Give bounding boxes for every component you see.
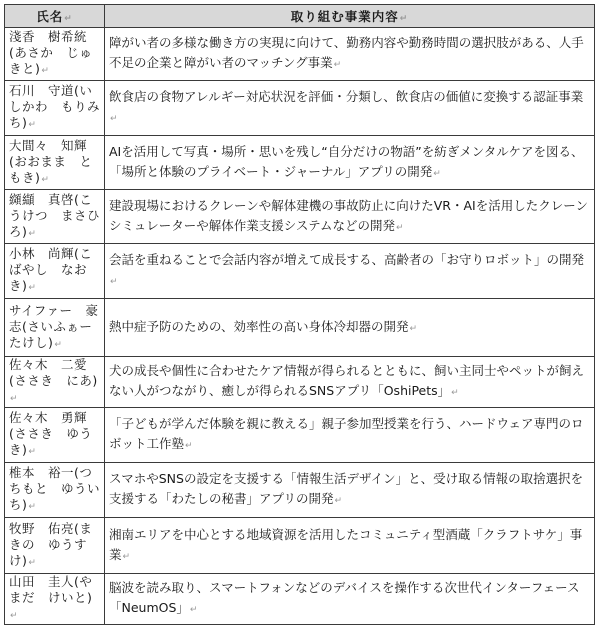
paragraph-mark: ↵ [28,283,37,293]
paragraph-mark: ↵ [334,496,343,506]
person-name: 小林 尚輝(こばやし なおき) [9,246,93,293]
person-name: 大間々 知輝(おおまま ともき) [9,137,93,185]
name-cell [5,28,105,81]
content-cell [105,357,595,408]
table-row [5,574,595,625]
paragraph-mark: ↵ [54,339,63,350]
business-content: 犬の成長や個性に合わせたケア情報が得られるとともに、飼い主同士やペットが飼えない人がつながり、癒しが得られるSNSアプリ「OshiPets」 [109,363,585,398]
person-name: 山田 圭人(やまだ けいと) [9,574,93,605]
paragraph-mark: ↵ [28,228,37,239]
table-row [5,136,595,190]
entrepreneur-table [4,4,595,625]
table-header-row [5,5,595,28]
paragraph-mark: ↵ [110,277,118,287]
business-content: 脳波を読み取り、スマートフォンなどのデバイスを操作する次世代インターフェース「NeumOS」 [109,580,580,615]
name-cell [5,357,105,408]
table-row [5,357,595,408]
business-content: 会話を重ねることで会話内容が増えて成長する、高齢者の「お守りロボット」の開発 [109,252,585,267]
name-cell [5,190,105,244]
person-name: 石川 守道(いしかわ もりみち) [9,83,101,130]
business-content: 建設現場におけるクレーンや解体建機の事故防止に向けたVR・AIを活用したクレーンシミュレーターや解体作業支援システムなどの開発 [109,197,588,233]
business-content: 湘南エリアを中心とする地域資源を活用したコミュニティ型酒蔵「クラフトサケ」事業 [109,526,583,562]
content-cell [105,28,595,81]
paragraph-mark: ↵ [28,120,37,130]
paragraph-mark: ↵ [399,14,409,24]
business-content: 飲食店の食物アレルギー対応状況を評価・分類し、飲食店の価値に変換する認証事業 [109,89,584,104]
business-content: 熱中症予防のための、効率性の高い身体冷却器の開発 [109,318,409,334]
person-name: 佐々木 勇輝(ささき ゆうき) [9,410,93,457]
business-content: 「子どもが学んだ体験を親に教える」親子参加型授業を行う、ハードウェア専門のロボット工作塾 [109,416,584,451]
name-cell [5,463,105,518]
table-row [5,518,595,574]
name-cell [5,244,105,299]
content-cell [105,408,595,463]
business-content: 障がい者の多様な働き方の実現に向けて、勤務内容や勤務時間の選択肢がある、人手不足の企業と障がい者のマッチング事業 [109,35,584,70]
person-name: 牧野 佑亮(まきの ゆうすけ) [9,520,93,568]
person-name: サイファー 豪志(さいふぁーたけし) [9,302,99,350]
content-cell [105,244,595,299]
paragraph-mark: ↵ [41,174,50,185]
content-cell [105,463,595,518]
table-row [5,81,595,136]
content-cell [105,136,595,190]
header-content [105,5,595,28]
content-cell [105,299,595,357]
content-cell [105,81,595,136]
paragraph-mark: ↵ [396,222,404,233]
name-cell [5,518,105,574]
business-content: スマホやSNSの設定を支援する「情報生活デザイン」と、受け取る情報の取捨選択を支援する「わたしの秘書」アプリの開発 [109,471,584,506]
person-name: 椎本 裕一(つちもと ゆういち) [9,465,101,512]
header-content-label: 取り組む事業内容 [290,9,399,24]
paragraph-mark: ↵ [122,551,131,562]
paragraph-mark: ↵ [189,605,198,615]
person-name: 佐々木 二愛(ささき にあ) [9,357,98,388]
header-name [5,5,105,28]
paragraph-mark: ↵ [433,168,441,179]
name-cell [5,408,105,463]
name-cell [5,299,105,357]
table-row [5,408,595,463]
table-row [5,244,595,299]
table-row [5,190,595,244]
person-name: 纐纈 真啓(こうけつ まさひろ) [9,191,101,239]
paragraph-mark: ↵ [451,388,459,398]
business-content: AIを活用して写真・場所・思いを残し“自分だけの物語”を紡ぎメンタルケアを図る、「場所と体験のプライベート・ジャーナル」アプリの開発 [109,143,584,179]
paragraph-mark: ↵ [64,14,73,24]
content-cell [105,574,595,625]
name-cell [5,574,105,625]
paragraph-mark: ↵ [41,66,50,76]
paragraph-mark: ↵ [10,394,19,404]
header-name-label: 氏名 [36,9,64,24]
paragraph-mark: ↵ [28,502,37,512]
table-row [5,463,595,518]
paragraph-mark: ↵ [110,114,118,124]
person-name: 淺香 樹希統(あさか じゅきと) [9,29,93,76]
name-cell [5,136,105,190]
content-cell [105,190,595,244]
paragraph-mark: ↵ [409,323,418,334]
paragraph-mark: ↵ [333,60,342,70]
table-row [5,28,595,81]
content-cell [105,518,595,574]
paragraph-mark: ↵ [28,447,37,457]
paragraph-mark: ↵ [10,611,19,621]
paragraph-mark: ↵ [185,441,193,451]
name-cell [5,81,105,136]
table-row [5,299,595,357]
paragraph-mark: ↵ [28,557,37,568]
